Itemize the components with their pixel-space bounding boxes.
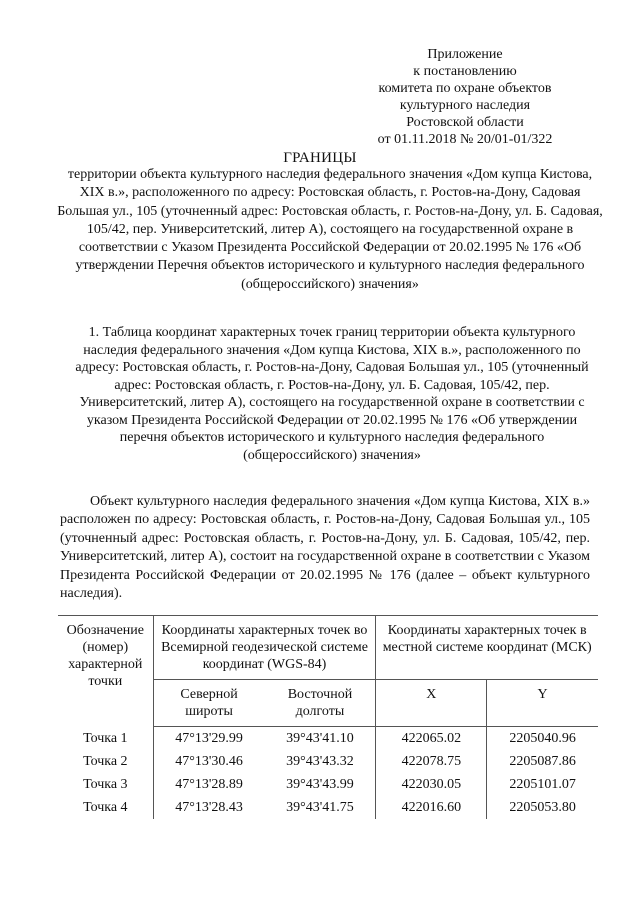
header-x: X bbox=[376, 680, 487, 727]
appendix-line: от 01.11.2018 № 20/01-01/322 bbox=[377, 132, 553, 147]
cell-point: Точка 4 bbox=[83, 800, 128, 815]
appendix-line: комитета по охране объектов bbox=[378, 81, 552, 96]
cell-y: 2205040.96 bbox=[487, 727, 598, 751]
cell-lon: 39°43'43.99 bbox=[286, 777, 354, 792]
header-msk: Координаты характерных точек в местной системе координат (МСК) bbox=[376, 616, 598, 680]
appendix-line: Ростовской области bbox=[406, 115, 524, 130]
section-title: 1. Таблица координат характерных точек границ территории объекта культурного наследия федерального значения «Дом купца Кистова, XIX в.», расположенного по адресу: Ростовская область, г. Ростов-на-Дону, Садовая Большая ул., 105 (уточненный адрес: Ростовская область, г. Ростов-на-Дону, ул. Б. Садовая, 105/42, пер. Университетский, литер А), состоящего на государственной охране в соответствии с указом Президента Российской Федерации от 20.02.1995 № 176 «Об утверждении перечня объектов исторического и культурного наследия федерального (общероссийского) значения» bbox=[75, 325, 589, 463]
cell-lat: 47°13'29.99 bbox=[153, 727, 264, 751]
header-lon: Восточной долготы bbox=[265, 680, 376, 727]
table-row bbox=[58, 796, 598, 819]
cell-x: 422078.75 bbox=[376, 750, 487, 773]
document-title: ГРАНИЦЫ bbox=[283, 150, 357, 166]
cell-point: Точка 3 bbox=[83, 777, 128, 792]
header-y: Y bbox=[487, 680, 598, 727]
cell-lat: 47°13'30.46 bbox=[153, 750, 264, 773]
header-wgs: Координаты характерных точек во Всемирной геодезической системе координат (WGS-84) bbox=[153, 616, 376, 680]
document-subtitle: территории объекта культурного наследия федерального значения «Дом купца Кистова, XIX в.», расположенного по адресу: Ростовская область, г. Ростов-на-Дону, Садовая Большая ул., 105 (уточненный адрес: Ростовская область, г. Ростов-на-Дону, ул. Б. Садовая, 105/42, пер. Университетский, литер А), состоящего на государственной охране в соответствии с Указом Президента Российской Федерации от 20.02.1995 № 176 «Об утверждении Перечня объектов исторического и культурного наследия федерального (общероссийского) значения» bbox=[57, 167, 603, 292]
table-row bbox=[58, 773, 598, 796]
cell-lon: 39°43'41.75 bbox=[286, 800, 354, 815]
cell-lat: 47°13'28.89 bbox=[153, 773, 264, 796]
cell-y: 2205101.07 bbox=[487, 773, 598, 796]
cell-lon: 39°43'41.10 bbox=[286, 731, 354, 746]
header-point: Обозначение (номер) характерной точки bbox=[58, 616, 153, 727]
appendix-line: культурного наследия bbox=[399, 98, 531, 113]
table-row bbox=[58, 727, 598, 751]
appendix-line: к постановлению bbox=[413, 64, 517, 79]
cell-x: 422016.60 bbox=[376, 796, 487, 819]
table-row bbox=[58, 750, 598, 773]
cell-point: Точка 1 bbox=[83, 730, 128, 746]
coordinates-table bbox=[58, 615, 598, 819]
cell-point: Точка 2 bbox=[83, 754, 128, 769]
appendix-line: Приложение bbox=[427, 47, 503, 62]
body-paragraph: Объект культурного наследия федерального значения «Дом купца Кистова, XIX в.» расположен по адресу: Ростовская область, г. Ростов-на-Дону, Садовая Большая ул., 105 (уточненный адрес: Ростовская область, г. Ростов-на-Дону, ул. Б. Садовая, 105/42, пер. Университетский, литер А), состоит на государственной охране в соответствии с Указом Президента Российской Федерации от 20.02.1995 № 176 (далее – объект культурного наследия). bbox=[60, 494, 590, 602]
cell-x: 422030.05 bbox=[376, 773, 487, 796]
header-lat: Северной широты bbox=[153, 680, 264, 727]
cell-lat: 47°13'28.43 bbox=[153, 796, 264, 819]
appendix-block bbox=[360, 46, 570, 148]
cell-x: 422065.02 bbox=[376, 727, 487, 751]
cell-y: 2205053.80 bbox=[487, 796, 598, 819]
cell-lon: 39°43'43.32 bbox=[286, 754, 354, 769]
cell-y: 2205087.86 bbox=[487, 750, 598, 773]
